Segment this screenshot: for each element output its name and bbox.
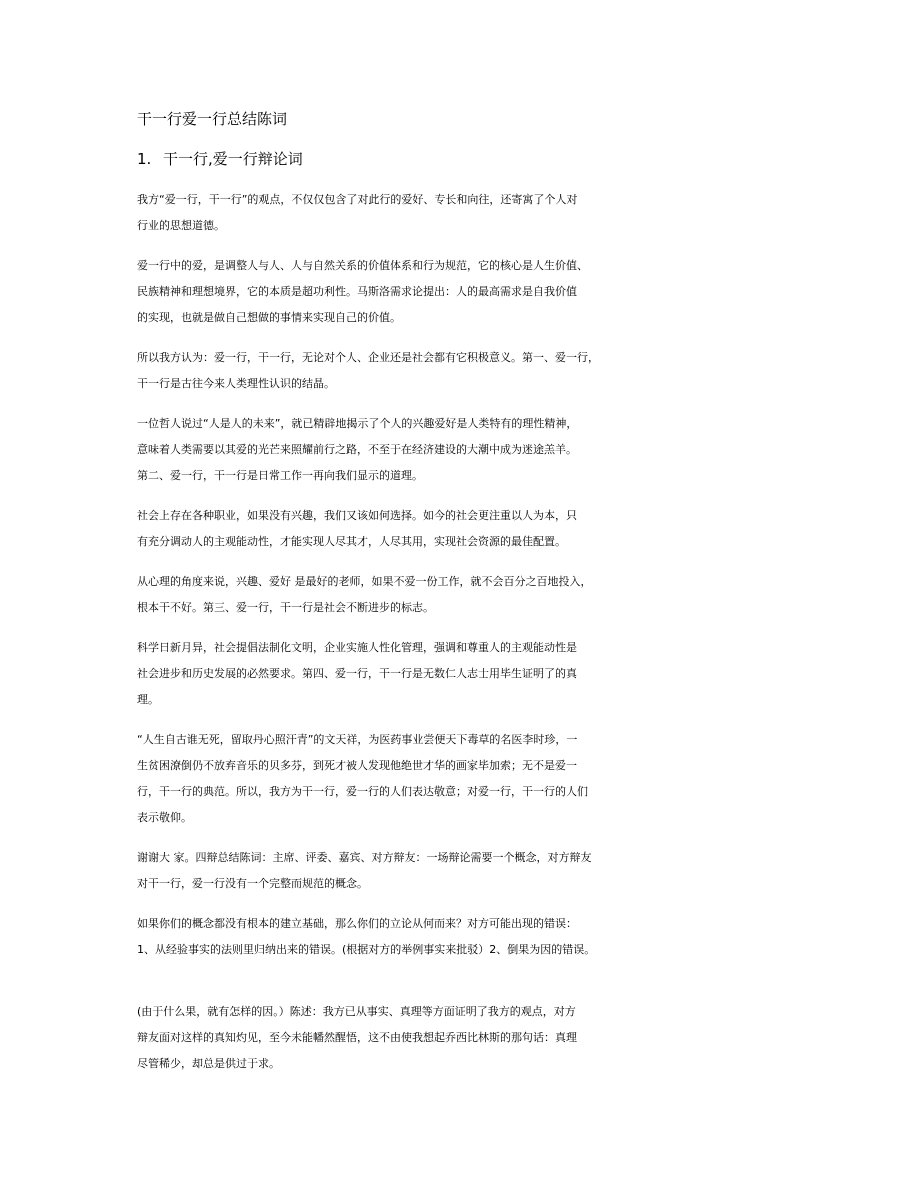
paragraph	[137, 911, 797, 963]
section-number: 1.	[137, 150, 152, 168]
paragraph	[137, 345, 797, 397]
paragraph-line: 行业的思想道德。	[137, 219, 225, 232]
paragraph-line: 科学日新月异，社会提倡法制化文明，企业实施人性化管理，强调和尊重人的主观能动性是	[137, 641, 577, 654]
paragraph-line: 对干一行，爱一行没有一个完整而规范的概念。	[137, 877, 368, 890]
paragraph-line: 尽管稀少，却总是供过于求。	[137, 1057, 280, 1070]
paragraph-line: 1、从经验事实的法则里归纳出来的错误。(根据对方的举例事实来批驳）2、倒果为因的错误。	[137, 943, 596, 956]
paragraph-line: 辩友面对这样的真知灼见，至今未能幡然醒悟，这不由使我想起乔西比林斯的那句话：真理	[137, 1031, 577, 1044]
paragraph	[137, 411, 797, 489]
paragraph-line: 所以我方认为：爱一行，干一行，无论对个人、企业还是社会都有它积极意义。第一、爱一行，	[137, 351, 599, 364]
paragraph	[137, 635, 797, 713]
paragraph-line: 行，干一行的典范。所以，我方为干一行，爱一行的人们表达敬意；对爱一行，干一行的人们	[137, 785, 588, 798]
paragraph-line: “人生自古谁无死，留取丹心照汗青”的文天祥，为医药事业尝便天下毒草的名医李时珍，一	[137, 733, 578, 746]
paragraph-line: (由于什么果，就有怎样的因。）陈述：我方已从事实、真理等方面证明了我方的观点，对方	[137, 1005, 576, 1018]
paragraph-line: 有充分调动人的主观能动性，才能实现人尽其才，人尽其用，实现社会资源的最佳配置。	[137, 535, 566, 548]
paragraph-line: 意味着人类需要以其爱的光芒来照耀前行之路，不至于在经济建设的大潮中成为迷途羔羊。	[137, 443, 577, 456]
paragraph-line: 一位哲人说过“人是人的未来”，就已精辟地揭示了个人的兴趣爱好是人类特有的理性精神，	[137, 417, 578, 430]
paragraph	[137, 187, 797, 239]
paragraph-line: 第二、爱一行，干一行是日常工作一再向我们显示的道理。	[137, 469, 423, 482]
paragraph-line: 的实现，也就是做自己想做的事情来实现自己的价值。	[137, 311, 401, 324]
paragraph-line: 谢谢大 家。四辩总结陈词：主席、评委、嘉宾、对方辩友：一场辩论需要一个概念，对方辩友	[137, 851, 592, 864]
paragraph-line: 爱一行中的爱，是调整人与人、人与自然关系的价值体系和行为规范，它的核心是人生价值、	[137, 259, 588, 272]
section-heading	[137, 148, 303, 170]
paragraph	[137, 845, 797, 897]
paragraph-line: 从心理的角度来说，兴趣、爱好 是最好的老师，如果不爱一份工作，就不会百分之百地投入，	[137, 575, 592, 588]
paragraph	[137, 727, 797, 831]
paragraph-line: 我方“爱一行，干一行”的观点，不仅仅包含了对此行的爱好、专长和向往，还寄寓了个人对	[137, 193, 578, 206]
paragraph	[137, 253, 797, 331]
paragraph-line: 生贫困潦倒仍不放弃音乐的贝多芬，到死才被人发现他绝世才华的画家毕加索；无不是爱一	[137, 759, 577, 772]
paragraph-line: 如果你们的概念都没有根本的建立基础，那么你们的立论从何而来？对方可能出现的错误：	[137, 917, 577, 930]
section-heading-text: 干一行,爱一行辩论词	[163, 150, 303, 168]
paragraph-line: 干一行是古往今来人类理性认识的结晶。	[137, 377, 335, 390]
paragraph-line: 表示敬仰。	[137, 811, 192, 824]
paragraph-line: 民族精神和理想境界，它的本质是超功利性。马斯洛需求论提出：人的最高需求是自我价值	[137, 285, 577, 298]
paragraph-line: 社会进步和历史发展的必然要求。第四、爱一行，干一行是无数仁人志士用毕生证明了的真	[137, 667, 577, 680]
paragraph-line: 根本干不好。第三、爱一行，干一行是社会不断进步的标志。	[137, 601, 434, 614]
document-title: 干一行爱一行总结陈词	[137, 110, 288, 128]
paragraph	[137, 999, 797, 1077]
paragraph	[137, 503, 797, 555]
paragraph-line: 社会上存在各种职业，如果没有兴趣，我们又该如何选择。如今的社会更注重以人为本，只	[137, 509, 577, 522]
paragraph-line: 理。	[137, 693, 159, 706]
paragraph	[137, 569, 797, 621]
